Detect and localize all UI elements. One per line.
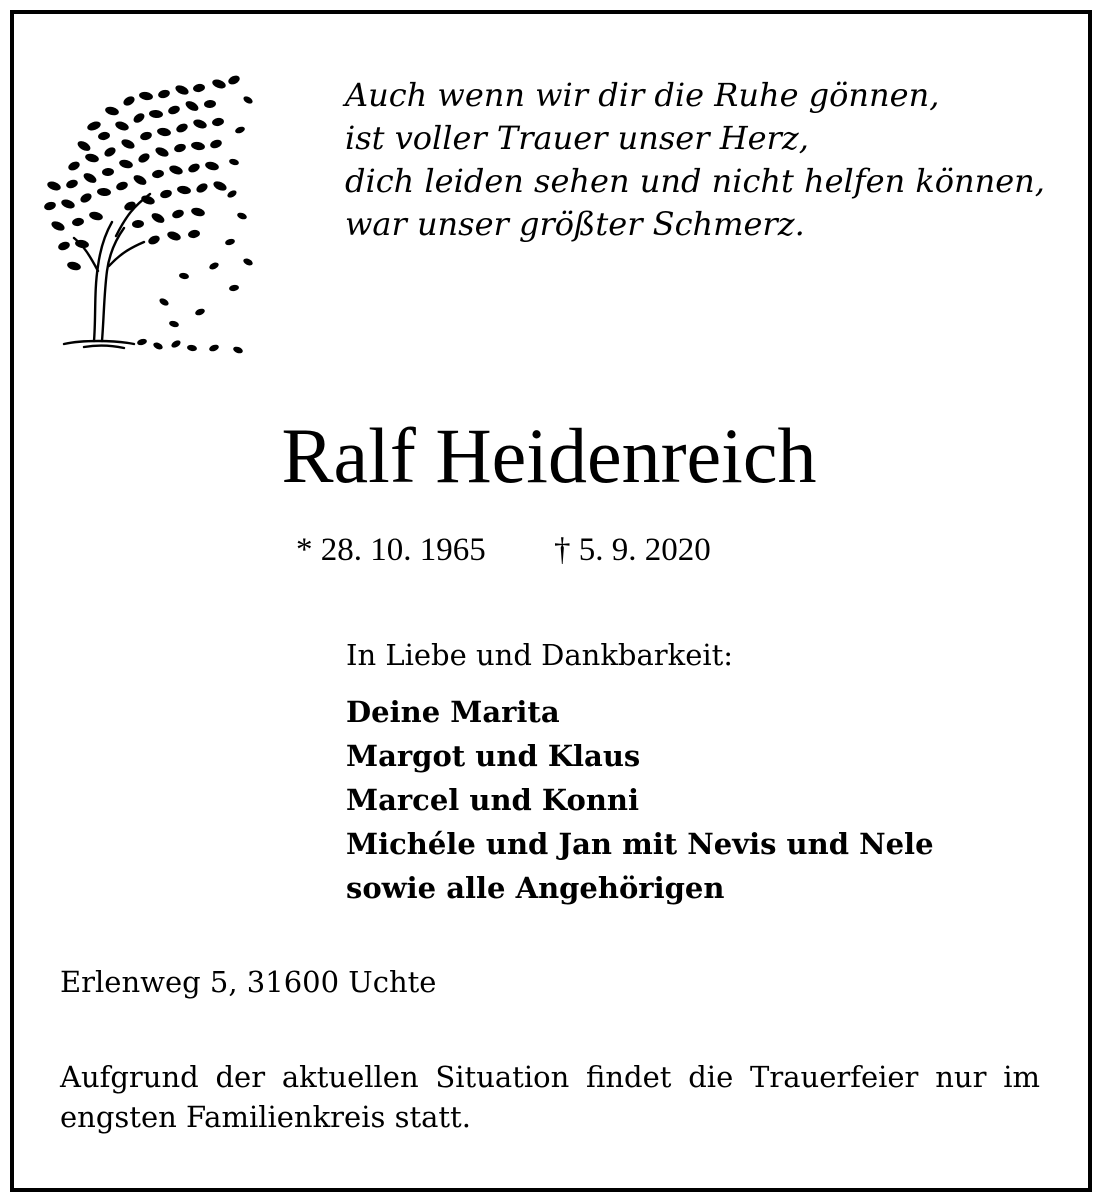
memorial-poem bbox=[345, 74, 1065, 246]
mourners-list bbox=[346, 690, 934, 910]
funeral-notice: Aufgrund der aktuellen Situation findet die Trauerfeier nur im engsten Familienkreis statt. bbox=[60, 1060, 1040, 1134]
mourner-name: sowie alle Angehörigen bbox=[346, 871, 725, 905]
tree-with-falling-leaves-icon bbox=[34, 66, 264, 366]
thanks-line: In Liebe und Dankbarkeit: bbox=[346, 638, 734, 672]
family-address: Erlenweg 5, 31600 Uchte bbox=[60, 965, 437, 999]
life-dates bbox=[296, 530, 711, 570]
mourner-name: Michéle und Jan mit Nevis und Nele bbox=[346, 827, 934, 861]
mourner-name: Marcel und Konni bbox=[346, 783, 640, 817]
deceased-name: Ralf Heidenreich bbox=[281, 412, 817, 499]
mourner-name: Margot und Klaus bbox=[346, 739, 641, 773]
birth-date: * 28. 10. 1965 bbox=[296, 532, 486, 568]
poem-line: dich leiden sehen und nicht helfen können, bbox=[345, 162, 1045, 200]
poem-line: ist voller Trauer unser Herz, bbox=[345, 119, 809, 157]
poem-line: Auch wenn wir dir die Ruhe gönnen, bbox=[345, 76, 940, 114]
mourner-name: Deine Marita bbox=[346, 695, 560, 729]
poem-line: war unser größter Schmerz. bbox=[345, 205, 805, 243]
death-date: † 5. 9. 2020 bbox=[554, 532, 711, 568]
